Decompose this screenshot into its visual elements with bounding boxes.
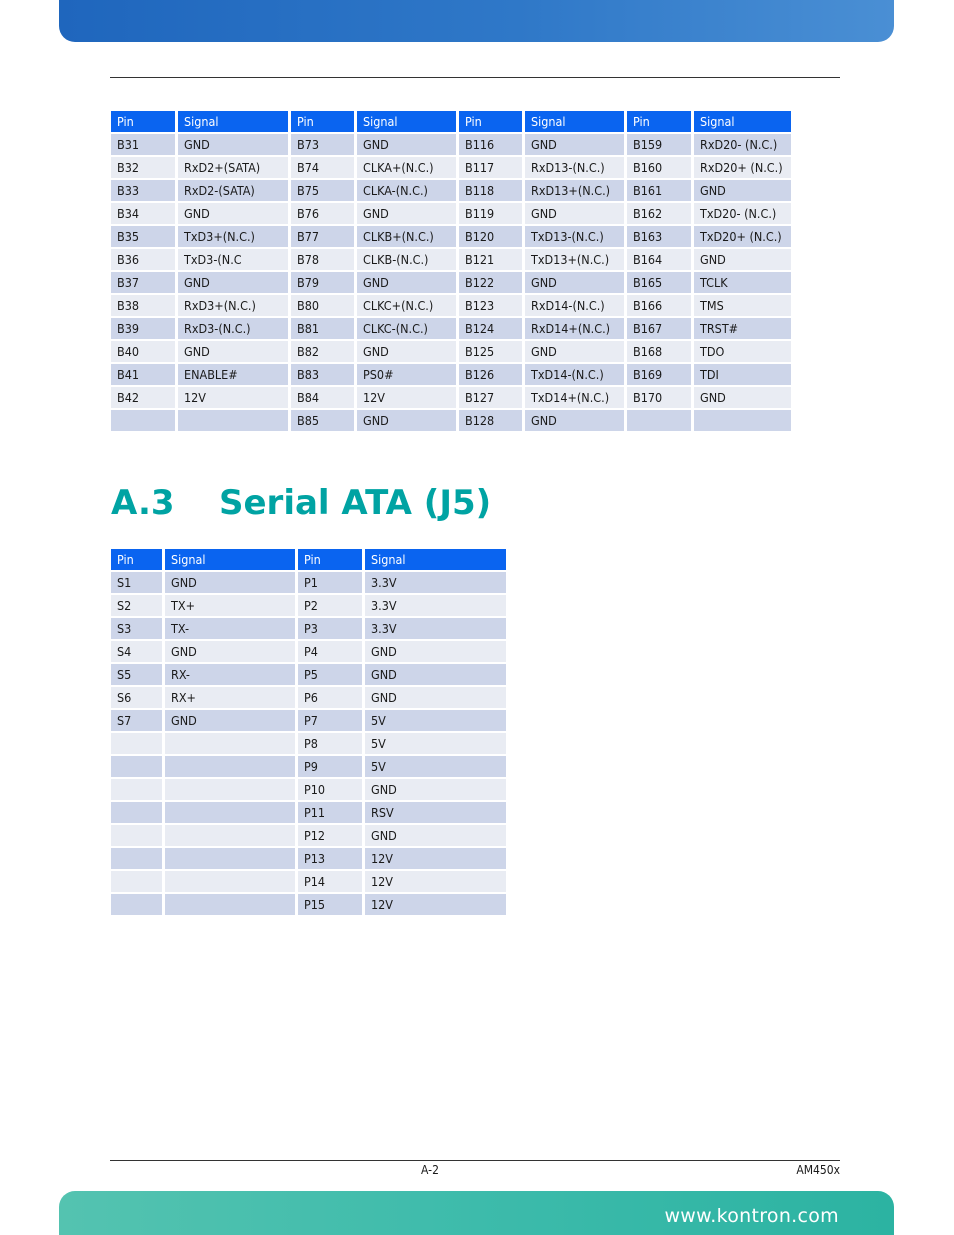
- signal-cell: [165, 733, 295, 754]
- table-row: [111, 295, 791, 316]
- pin-cell: B83: [291, 364, 354, 385]
- signal-cell: 12V: [178, 387, 288, 408]
- pin-cell: P14: [298, 871, 362, 892]
- pin-cell: [111, 733, 162, 754]
- signal-cell: GND: [365, 687, 506, 708]
- pin-cell: B170: [627, 387, 691, 408]
- pin-cell: P8: [298, 733, 362, 754]
- signal-cell: RxD3-(N.C.): [178, 318, 288, 339]
- pin-cell: P5: [298, 664, 362, 685]
- pin-cell: B163: [627, 226, 691, 247]
- table-row: [111, 618, 506, 639]
- pin-cell: B167: [627, 318, 691, 339]
- signal-cell: GND: [694, 249, 791, 270]
- signal-cell: GND: [525, 203, 624, 224]
- table-row: [111, 410, 791, 431]
- signal-cell: GND: [694, 180, 791, 201]
- signal-cell: GND: [365, 664, 506, 685]
- signal-cell: GND: [357, 410, 456, 431]
- pin-cell: B80: [291, 295, 354, 316]
- signal-cell: RxD13+(N.C.): [525, 180, 624, 201]
- signal-cell: CLKB+(N.C.): [357, 226, 456, 247]
- connector-b-pin-table: [108, 109, 794, 433]
- signal-cell: TxD13-(N.C.): [525, 226, 624, 247]
- signal-cell: RxD2+(SATA): [178, 157, 288, 178]
- pin-cell: B128: [459, 410, 522, 431]
- column-header: Signal: [525, 111, 624, 132]
- pin-cell: P9: [298, 756, 362, 777]
- table-row: [111, 687, 506, 708]
- signal-cell: GND: [525, 272, 624, 293]
- pin-cell: S7: [111, 710, 162, 731]
- pin-cell: B120: [459, 226, 522, 247]
- column-header: Signal: [365, 549, 506, 570]
- table-row: [111, 364, 791, 385]
- pin-cell: [111, 848, 162, 869]
- signal-cell: GND: [365, 825, 506, 846]
- signal-cell: CLKC-(N.C.): [357, 318, 456, 339]
- table-row: [111, 848, 506, 869]
- signal-cell: 3.3V: [365, 618, 506, 639]
- table-row: [111, 756, 506, 777]
- pin-cell: B82: [291, 341, 354, 362]
- pin-cell: B168: [627, 341, 691, 362]
- signal-cell: 12V: [365, 871, 506, 892]
- table-row: [111, 180, 791, 201]
- pin-cell: B121: [459, 249, 522, 270]
- column-header: Pin: [459, 111, 522, 132]
- pin-cell: B119: [459, 203, 522, 224]
- pin-cell: P15: [298, 894, 362, 915]
- signal-cell: RSV: [365, 802, 506, 823]
- pin-cell: B77: [291, 226, 354, 247]
- footer-rule: [110, 1160, 840, 1161]
- table-row: [111, 157, 791, 178]
- signal-cell: RxD13-(N.C.): [525, 157, 624, 178]
- table-row: [111, 249, 791, 270]
- pin-cell: B38: [111, 295, 175, 316]
- page-number: A-2: [421, 1163, 439, 1177]
- signal-cell: 5V: [365, 710, 506, 731]
- pin-cell: P12: [298, 825, 362, 846]
- table-row: [111, 595, 506, 616]
- signal-cell: RxD3+(N.C.): [178, 295, 288, 316]
- signal-cell: CLKC+(N.C.): [357, 295, 456, 316]
- table-row: [111, 825, 506, 846]
- signal-cell: GND: [525, 410, 624, 431]
- signal-cell: TMS: [694, 295, 791, 316]
- signal-cell: RxD20- (N.C.): [694, 134, 791, 155]
- pin-cell: S1: [111, 572, 162, 593]
- pin-cell: S4: [111, 641, 162, 662]
- signal-cell: CLKA-(N.C.): [357, 180, 456, 201]
- signal-cell: GND: [165, 641, 295, 662]
- pin-cell: P6: [298, 687, 362, 708]
- signal-cell: [165, 871, 295, 892]
- pin-cell: P3: [298, 618, 362, 639]
- pin-cell: B161: [627, 180, 691, 201]
- table-row: [111, 203, 791, 224]
- website-url: www.kontron.com: [664, 1205, 839, 1227]
- signal-cell: 3.3V: [365, 572, 506, 593]
- column-header: Signal: [165, 549, 295, 570]
- signal-cell: GND: [357, 341, 456, 362]
- bottom-footer-band: [59, 1191, 894, 1235]
- pin-cell: B35: [111, 226, 175, 247]
- pin-cell: [111, 756, 162, 777]
- signal-cell: GND: [178, 203, 288, 224]
- signal-cell: GND: [365, 779, 506, 800]
- signal-cell: [694, 410, 791, 431]
- pin-cell: B122: [459, 272, 522, 293]
- table-row: [111, 710, 506, 731]
- pin-cell: B116: [459, 134, 522, 155]
- pin-cell: B78: [291, 249, 354, 270]
- pin-cell: B117: [459, 157, 522, 178]
- table-row: [111, 641, 506, 662]
- pin-cell: B34: [111, 203, 175, 224]
- section-title: Serial ATA (J5): [219, 483, 492, 523]
- pin-cell: B118: [459, 180, 522, 201]
- column-header: Signal: [694, 111, 791, 132]
- signal-cell: GND: [178, 272, 288, 293]
- pin-cell: [111, 779, 162, 800]
- signal-cell: TDI: [694, 364, 791, 385]
- pin-cell: B76: [291, 203, 354, 224]
- pin-cell: [111, 825, 162, 846]
- pin-cell: B32: [111, 157, 175, 178]
- signal-cell: RxD20+ (N.C.): [694, 157, 791, 178]
- pin-cell: B79: [291, 272, 354, 293]
- pin-cell: B160: [627, 157, 691, 178]
- table-row: [111, 134, 791, 155]
- pin-cell: B31: [111, 134, 175, 155]
- signal-cell: CLKB-(N.C.): [357, 249, 456, 270]
- table-row: [111, 226, 791, 247]
- pin-cell: P13: [298, 848, 362, 869]
- signal-cell: TX-: [165, 618, 295, 639]
- table-row: [111, 341, 791, 362]
- signal-cell: 12V: [365, 894, 506, 915]
- signal-cell: TxD14-(N.C.): [525, 364, 624, 385]
- signal-cell: 3.3V: [365, 595, 506, 616]
- table-row: [111, 779, 506, 800]
- signal-cell: 5V: [365, 756, 506, 777]
- pin-cell: B169: [627, 364, 691, 385]
- signal-cell: PS0#: [357, 364, 456, 385]
- pin-cell: B81: [291, 318, 354, 339]
- pin-cell: B85: [291, 410, 354, 431]
- pin-cell: B127: [459, 387, 522, 408]
- pin-cell: [111, 802, 162, 823]
- column-header: Pin: [111, 549, 162, 570]
- pin-cell: B166: [627, 295, 691, 316]
- table-row: [111, 871, 506, 892]
- table-row: [111, 733, 506, 754]
- signal-cell: GND: [365, 641, 506, 662]
- pin-cell: [627, 410, 691, 431]
- signal-cell: RX-: [165, 664, 295, 685]
- signal-cell: TxD20- (N.C.): [694, 203, 791, 224]
- pin-cell: B36: [111, 249, 175, 270]
- pin-cell: B124: [459, 318, 522, 339]
- pin-cell: B159: [627, 134, 691, 155]
- signal-cell: [165, 848, 295, 869]
- pin-cell: B126: [459, 364, 522, 385]
- signal-cell: RxD14-(N.C.): [525, 295, 624, 316]
- signal-cell: 5V: [365, 733, 506, 754]
- pin-cell: B73: [291, 134, 354, 155]
- pin-cell: B164: [627, 249, 691, 270]
- signal-cell: 12V: [365, 848, 506, 869]
- signal-cell: GND: [178, 134, 288, 155]
- pin-cell: P10: [298, 779, 362, 800]
- column-header: Pin: [298, 549, 362, 570]
- signal-cell: ENABLE#: [178, 364, 288, 385]
- signal-cell: [165, 802, 295, 823]
- top-header-band: [59, 0, 894, 42]
- signal-cell: TxD14+(N.C.): [525, 387, 624, 408]
- pin-cell: [111, 871, 162, 892]
- column-header: Pin: [111, 111, 175, 132]
- signal-cell: GND: [165, 572, 295, 593]
- pin-cell: B75: [291, 180, 354, 201]
- pin-cell: P4: [298, 641, 362, 662]
- pin-cell: B123: [459, 295, 522, 316]
- table-header-row: [111, 549, 506, 570]
- pin-cell: B42: [111, 387, 175, 408]
- signal-cell: [165, 756, 295, 777]
- signal-cell: TxD3-(N.C: [178, 249, 288, 270]
- pin-cell: B125: [459, 341, 522, 362]
- signal-cell: TxD13+(N.C.): [525, 249, 624, 270]
- signal-cell: TDO: [694, 341, 791, 362]
- signal-cell: TxD20+ (N.C.): [694, 226, 791, 247]
- table-row: [111, 894, 506, 915]
- pin-cell: S5: [111, 664, 162, 685]
- product-name: AM450x: [796, 1163, 840, 1177]
- signal-cell: [165, 779, 295, 800]
- signal-cell: TCLK: [694, 272, 791, 293]
- pin-cell: B39: [111, 318, 175, 339]
- pin-cell: B162: [627, 203, 691, 224]
- signal-cell: TX+: [165, 595, 295, 616]
- serial-ata-pin-table: [108, 547, 509, 917]
- pin-cell: B37: [111, 272, 175, 293]
- pin-cell: B33: [111, 180, 175, 201]
- pin-cell: B165: [627, 272, 691, 293]
- signal-cell: [165, 825, 295, 846]
- pin-cell: S6: [111, 687, 162, 708]
- signal-cell: [165, 894, 295, 915]
- pin-cell: B40: [111, 341, 175, 362]
- signal-cell: RxD2-(SATA): [178, 180, 288, 201]
- pin-cell: [111, 894, 162, 915]
- signal-cell: 12V: [357, 387, 456, 408]
- signal-cell: CLKA+(N.C.): [357, 157, 456, 178]
- header-rule: [110, 77, 840, 78]
- pin-cell: B41: [111, 364, 175, 385]
- section-number: A.3: [111, 483, 175, 523]
- signal-cell: GND: [357, 134, 456, 155]
- signal-cell: RX+: [165, 687, 295, 708]
- signal-cell: GND: [694, 387, 791, 408]
- table-row: [111, 572, 506, 593]
- signal-cell: GND: [357, 272, 456, 293]
- pin-cell: S2: [111, 595, 162, 616]
- signal-cell: GND: [165, 710, 295, 731]
- column-header: Pin: [627, 111, 691, 132]
- pin-cell: B84: [291, 387, 354, 408]
- signal-cell: TRST#: [694, 318, 791, 339]
- column-header: Pin: [291, 111, 354, 132]
- signal-cell: GND: [525, 134, 624, 155]
- pin-cell: [111, 410, 175, 431]
- column-header: Signal: [357, 111, 456, 132]
- table-row: [111, 664, 506, 685]
- table-row: [111, 387, 791, 408]
- pin-cell: P2: [298, 595, 362, 616]
- signal-cell: RxD14+(N.C.): [525, 318, 624, 339]
- pin-cell: B74: [291, 157, 354, 178]
- signal-cell: GND: [525, 341, 624, 362]
- signal-cell: GND: [357, 203, 456, 224]
- table-row: [111, 272, 791, 293]
- signal-cell: GND: [178, 341, 288, 362]
- pin-cell: P11: [298, 802, 362, 823]
- pin-cell: P7: [298, 710, 362, 731]
- table-row: [111, 318, 791, 339]
- signal-cell: [178, 410, 288, 431]
- column-header: Signal: [178, 111, 288, 132]
- table-row: [111, 802, 506, 823]
- pin-cell: P1: [298, 572, 362, 593]
- table-header-row: [111, 111, 791, 132]
- pin-cell: S3: [111, 618, 162, 639]
- signal-cell: TxD3+(N.C.): [178, 226, 288, 247]
